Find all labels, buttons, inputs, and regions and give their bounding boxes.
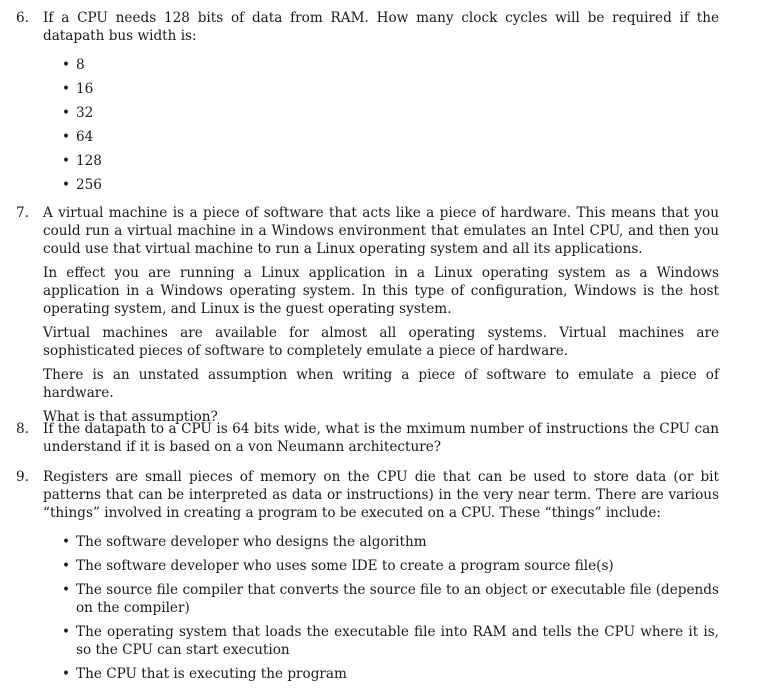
question-9: [16, 468, 719, 689]
list-item: [43, 176, 719, 200]
question-text: Registers are small pieces of memory on the CPU die that can be used to store data (or bit patterns that can be interpreted as data or instructions) in the very near term. There are various “things” involved in creating a program to be executed on a CPU. These “things” include:: [43, 469, 719, 521]
question-text: If a CPU needs 128 bits of data from RAM. How many clock cycles will be required if the datapath bus width is:: [43, 10, 719, 44]
question-number: 6.: [16, 10, 29, 26]
bullet-icon: •: [62, 558, 71, 574]
bullet-icon: •: [62, 57, 71, 73]
item-text: The operating system that loads the executable file into RAM and tells the CPU where it is, so the CPU can start execution: [76, 624, 719, 658]
option-text: 32: [76, 105, 94, 121]
bullet-icon: •: [62, 582, 71, 598]
question-text: If the datapath to a CPU is 64 bits wide, what is the mximum number of instructions the CPU can understand if it is based on a von Neumann architecture?: [43, 421, 719, 455]
option-text: 256: [76, 177, 102, 193]
paragraph: In effect you are running a Linux application in a Linux operating system as a Windows application in a Windows operating system. In this type of configuration, Windows is the host operating system, and Linux is the guest operating system.: [43, 265, 719, 317]
question-number: 9.: [16, 469, 29, 485]
question-body: [43, 9, 719, 200]
item-text: The software developer who designs the algorithm: [76, 534, 427, 550]
list-item: [43, 128, 719, 152]
bullet-icon: •: [62, 153, 71, 169]
bullet-icon: •: [62, 129, 71, 145]
question-8: [16, 420, 719, 456]
list-item: [43, 623, 719, 659]
things-list: [43, 533, 719, 683]
list-item: [43, 557, 719, 575]
question-body: [43, 468, 719, 683]
list-item: [43, 665, 719, 683]
option-text: 64: [76, 129, 94, 145]
question-6: [16, 9, 719, 200]
item-text: The software developer who uses some IDE to create a program source file(s): [76, 558, 614, 574]
list-item: [43, 80, 719, 104]
bullet-icon: •: [62, 534, 71, 550]
paragraph: There is an unstated assumption when writing a piece of software to emulate a piece of hardware.: [43, 367, 719, 401]
option-text: 8: [76, 57, 85, 73]
option-text: 16: [76, 81, 94, 97]
paragraph: Virtual machines are available for almost all operating systems. Virtual machines are sophisticated pieces of software to completely emulate a piece of hardware.: [43, 325, 719, 359]
item-text: The CPU that is executing the program: [76, 666, 347, 682]
question-body: [43, 204, 719, 426]
question-body: [43, 420, 719, 456]
paragraph: What is that assumption?: [43, 409, 218, 425]
list-item: [43, 581, 719, 617]
bullet-icon: •: [62, 81, 71, 97]
question-number: 7.: [16, 205, 29, 221]
item-text: The source file compiler that converts the source file to an object or executable file (depends on the compiler): [76, 582, 719, 616]
list-item: [43, 152, 719, 176]
list-item: [43, 56, 719, 80]
list-item: [43, 104, 719, 128]
bullet-icon: •: [62, 177, 71, 193]
bullet-icon: •: [62, 666, 71, 682]
question-number: 8.: [16, 421, 29, 437]
list-item: [43, 533, 719, 551]
bus-width-options: [43, 56, 719, 200]
paragraph: A virtual machine is a piece of software that acts like a piece of hardware. This means that you could run a virtual machine in a Windows environment that emulates an Intel CPU, and then you could use that virtual machine to run a Linux operating system and all its applications.: [43, 205, 719, 257]
question-7: [16, 204, 719, 426]
option-text: 128: [76, 153, 102, 169]
bullet-icon: •: [62, 105, 71, 121]
bullet-icon: •: [62, 624, 71, 640]
